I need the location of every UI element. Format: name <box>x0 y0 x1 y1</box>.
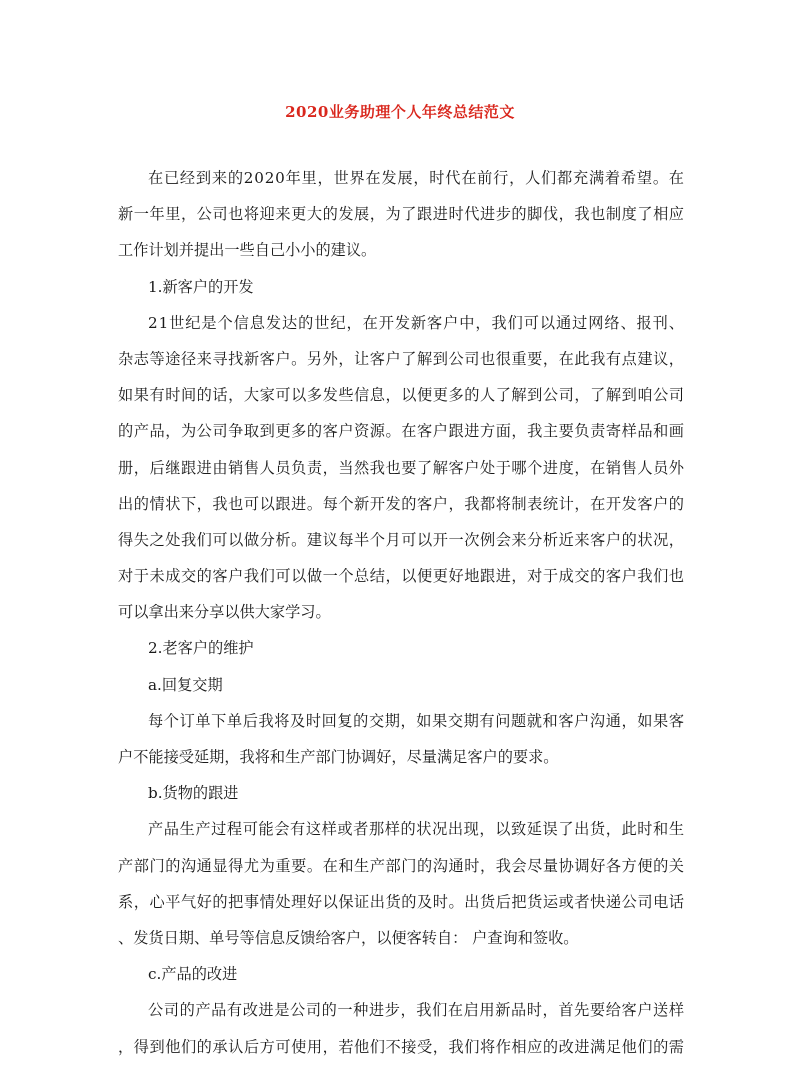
text-line: 每个订单下单后我将及时回复的交期，如果交期有问题就和客户沟通，如果客 <box>148 711 685 730</box>
document-title: 2020业务助理个人年终总结范文 <box>285 103 515 121</box>
text-line: ，得到他们的承认后方可使用，若他们不接受，我们将作相应的改进满足他们的需 <box>118 1037 685 1056</box>
text-line: 可以拿出来分享以供大家学习。 <box>118 603 331 622</box>
text-line: 2.老客户的维护 <box>148 639 254 658</box>
text-line: 21世纪是个信息发达的世纪，在开发新客户中，我们可以通过网络、报刊、 <box>148 313 685 332</box>
text-line: c.产品的改进 <box>148 965 238 984</box>
text-line: 新一年里，公司也将迎来更大的发展，为了跟进时代进步的脚伐，我也制度了相应 <box>118 205 685 224</box>
text-line: 在已经到来的2020年里，世界在发展，时代在前行，人们都充满着希望。在 <box>148 169 685 187</box>
text-line: 户不能接受延期，我将和生产部门协调好，尽量满足客户的要求。 <box>118 748 559 766</box>
text-line: 如果有时间的话，大家可以多发些信息，以便更多的人了解到公司，了解到咱公司 <box>118 386 685 405</box>
text-line: 系，心平气好的把事情处理好以保证出货的及时。出货后把货运或者快递公司电话 <box>118 892 685 911</box>
text-line: 对于未成交的客户我们可以做一个总结，以便更好地跟进，对于成交的客户我们也 <box>118 567 685 586</box>
text-line: 册，后继跟进由销售人员负责，当然我也要了解客户处于哪个进度，在销售人员外 <box>118 458 685 477</box>
document-body <box>118 160 684 1065</box>
text-line: 出的情状下，我也可以跟进。每个新开发的客户，我都将制表统计，在开发客户的 <box>118 494 685 513</box>
text-line: 的产品，为公司争取到更多的客户资源。在客户跟进方面，我主要负责寄样品和画 <box>118 422 685 441</box>
text-line: 产品生产过程可能会有这样或者那样的状况出现，以致延误了出货，此时和生 <box>148 820 685 839</box>
text-line: 产部门的沟通显得尤为重要。在和生产部门的沟通时，我会尽量协调好各方便的关 <box>118 856 685 875</box>
text-line: 、发货日期、单号等信息反馈给客户，以便客转自： 户查询和签收。 <box>118 928 579 947</box>
text-line: 公司的产品有改进是公司的一种进步，我们在启用新品时，首先要给客户送样 <box>148 1001 685 1020</box>
text-line: 得失之处我们可以做分析。建议每半个月可以开一次例会来分析近来客户的状况， <box>118 530 685 549</box>
text-line: 杂志等途径来寻找新客户。另外，让客户了解到公司也很重要，在此我有点建议， <box>118 349 685 368</box>
text-line: b.货物的跟进 <box>148 784 239 803</box>
text-line: a.回复交期 <box>148 675 223 694</box>
text-line: 工作计划并提出一些自己小小的建议。 <box>118 241 377 260</box>
text-line: 1.新客户的开发 <box>148 277 254 296</box>
